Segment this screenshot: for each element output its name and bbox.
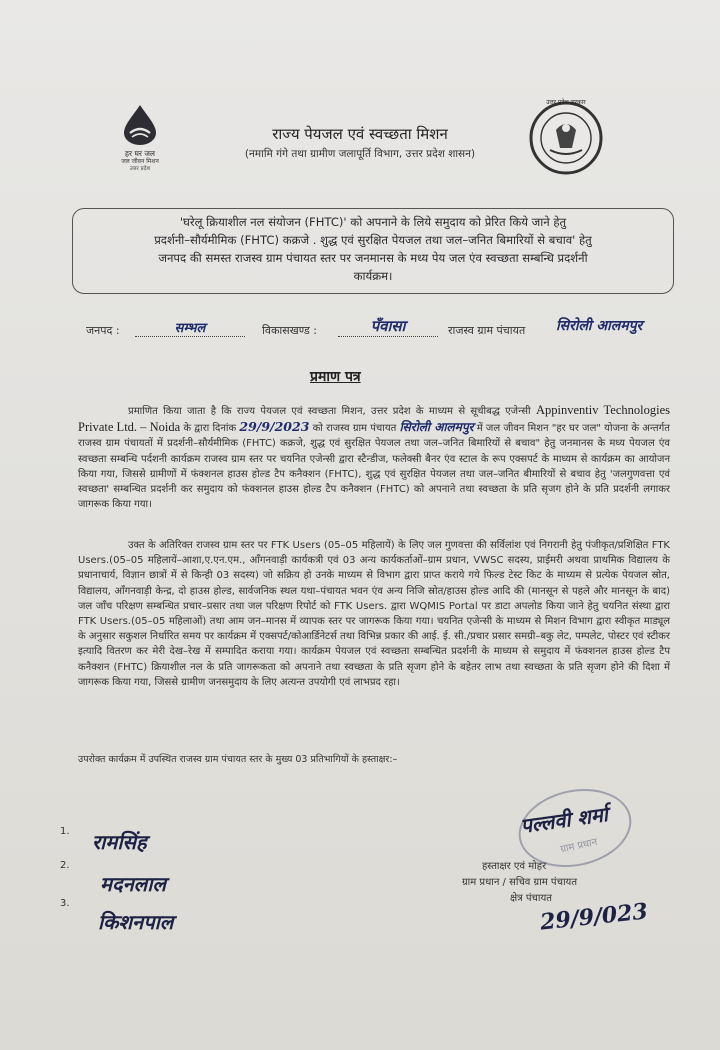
agency-name: Appinventiv Technologies Private Ltd. – Noida bbox=[78, 403, 670, 435]
pradhan-label-2: ग्राम प्रधान / सचिव ग्राम पंचायत bbox=[462, 877, 578, 888]
para2-body: उक्त के अतिरिक्त राजस्व ग्राम स्तर पर FTK Users (05–05 महिलायें) के लिए जल गुणवत्ता की सर्विलांश एवं निगरानी हेतु पंजीकृत/प्रशिक्षित FTK Users.(05–05 महिलायें–आशा,ए.एन.एम., आँगनवाड़ी कार्यकत्री एवं 03 अन्य कार्यकर्ताओं–ग्राम प्रधान, VWSC सदस्य, प्राईमरी अथवा प्राथमिक विद्यालय के प्रधानाचार्य, विज्ञान छात्रों में से किन्ही 03 सदस्य) जो सक्रिय हो उनके माध्यम से विभाग द्वारा प्राप्त कराये गये फिल्ड टेस्ट किट के माध्यम से प्रत्येक पेयजल स्रोत, विद्यालय, आँगनवाड़ी केन्द्र, दो हाउस होल्ड, सार्वजनिक स्थल यथा–पंचायत भवन एंव अन्य निजि स्रोत/हाउस होल्ड आदि की (मानसून से पहले और मानसून के बाद) जल जाँच परिक्षण सम्बन्धित प्रचार–प्रसार तथा जल परिक्षण रिपोर्ट को FTK Users. द्वारा WQMIS Portal पर डाटा अपलोड किया जाने हेतु चयनित संस्था द्वारा FTK Users.(05–05 महिलाओं) तथा आम जन–मानस में व्यापक स्तर पर जागरूक किया गया। चयनित एजेन्सी के माध्यम से मिशन विभाग द्वारा स्वीकृत माड्यूल के अनुसार सकुशल निर्धारित समय पर कार्यक्रम में एक्सपर्ट/कोआर्डिनेटर्स तथा विभिन्न प्रकार की आई. ई. सी./प्रचार प्रसार समग्री–बकु लेट, पम्पलेट, पोस्टर एवं स्टीकर इत्यादि वितरण कर मेरी देख–रेख में सम्पादित कराया गया। कार्यक्रम पेयजल एवं स्वच्छता सम्बन्धित प्रदर्शनी के माध्यम से समुदाय में फंक्शनल हाउस होल्ड टैप कनैक्शन (FHTC) क्रियाशील नल के प्रति जागरूकता को अपनाने तथा स्वच्छता के प्रति सृजग होने के बहेतर लाभ तथा स्वच्छता के प्रति सृजग होने की दिशा में जागरूक किया गया, जिससे ग्रामीण जनसमुदाय के लिए अत्यन्त उपयोगी एवं लाभप्रद रहा। bbox=[78, 540, 670, 688]
stamp-text: ग्राम प्रधान bbox=[559, 836, 599, 856]
participant-3-num: 3. bbox=[60, 898, 70, 909]
para1-body: में जल जीवन मिशन "हर घर जल" योजना के अन्तर्गत राजस्व ग्राम पंचायतों में प्रदर्शनी–सौर्यमीमिक (FHTC) कक्रजे, शुद्ध एवं सुरक्षित पेयजल तथा जल–जनित बिमारियों से बचाव" हेतु जनमानस के मध्य पेयजल एंव स्वच्छता सम्बन्धि पर्दशनी कार्यक्रम राजस्व ग्राम स्तर पर चयनित एजेन्सी द्वारा स्टैन्डीज, फलेक्सी बैनर एंव स्टाल के रूप एक्सपर्ट के माध्यम से कार्यक्रम का आयोजन किया गया, जिससे ग्रामीणों में फंक्शनल हाउस होल्ड टैप कनैक्शन (FHTC), शुद्ध एवं सुरक्षित पेयजल तथा जल–जनित बीमारियों से बचाव हेतु 'जलगुणवत्ता एवं स्वच्छता' सम्बन्धित प्रदर्शनी कर समुदाय को फंक्शनल हाउस होल्ड टैप कनैक्शन (FHTC) को अपनाने तथा स्वच्छता के प्रति सृजग होने के प्रति प्रदर्शनी लगाकर जागरूक किया गया। bbox=[78, 423, 670, 511]
certificate-paragraph-2 bbox=[78, 538, 670, 690]
up-government-seal bbox=[528, 100, 604, 176]
janpad-label: जनपद : bbox=[86, 324, 120, 337]
program-line-2: प्रदर्शनी–सौर्यमीमिक (FHTC) कक्रजे . शुद्ध एवं सुरक्षित पेयजल तथा जल–जनित बिमारियों से बचाव' हेतु bbox=[154, 233, 592, 247]
pradhan-signature: पल्लवी शर्मा bbox=[518, 801, 610, 838]
panchayat-handwritten: सिरोली आलमपुर bbox=[399, 420, 474, 435]
para1-panchayat-label: को राजस्व ग्राम पंचायत bbox=[312, 423, 397, 435]
certificate-paragraph-1 bbox=[78, 403, 670, 512]
participant-2-signature: मदनलाल bbox=[100, 872, 166, 896]
logo-line-3: उत्तर प्रदेश bbox=[129, 166, 151, 172]
water-drop-icon bbox=[120, 103, 160, 145]
para1-date-label: के द्वारा दिनांक bbox=[183, 423, 237, 435]
certificate-heading: प्रमाण पत्र bbox=[310, 369, 361, 385]
program-line-3: जनपद की समस्त राजस्व ग्राम पंचायत स्तर पर जनमानस के मध्य पेय जल एंव स्वच्छता सम्बन्धि प्रदर्शनी bbox=[158, 251, 588, 265]
para1-intro: प्रमाणित किया जाता है कि राज्य पेयजल एवं स्वच्छता मिशन, उत्तर प्रदेश के माध्यम से सूचीबद्ध एजेन्सी bbox=[128, 406, 531, 417]
program-title-box bbox=[72, 208, 674, 294]
panchayat-label: राजस्व ग्राम पंचायत bbox=[448, 324, 526, 337]
vikaskhand-value: पँवासा bbox=[338, 316, 438, 337]
mission-title: राज्य पेयजल एवं स्वच्छता मिशन bbox=[272, 125, 448, 143]
participants-intro-text: उपरोक्त कार्यक्रम में उपस्थित राजस्व ग्राम पंचायत स्तर के मुख्य 03 प्रतिभागियों के हस्ताक्षर:– bbox=[78, 754, 398, 765]
event-date: 29/9/2023 bbox=[239, 419, 310, 435]
seal-text: उत्तर प्रदेश सरकार bbox=[546, 99, 586, 106]
logo-line-2: जल जीवन मिशन bbox=[121, 158, 159, 165]
state-emblem-icon bbox=[528, 100, 604, 176]
har-ghar-jal-logo bbox=[108, 103, 172, 183]
pradhan-label-3: क्षेत्र पंचायत bbox=[510, 893, 552, 904]
participant-3-signature: किशनपाल bbox=[98, 910, 174, 934]
participant-1-signature: रामसिंह bbox=[92, 830, 147, 854]
vikaskhand-label: विकासखण्ड : bbox=[262, 324, 318, 337]
pradhan-label-1: हस्ताक्षर एवं मोहर bbox=[482, 861, 547, 872]
program-line-1: 'घरेलू क्रियाशील नल संयोजन (FHTC)' को अपनाने के लिये समुदाय को प्रेरित किये जाने हेतु bbox=[179, 215, 567, 229]
logo-line-1: हर घर जल bbox=[125, 149, 155, 158]
participants-intro bbox=[78, 752, 458, 767]
mission-subtitle: (नमामि गंगे तथा ग्रामीण जलापूर्ति विभाग, उत्तर प्रदेश शासन) bbox=[244, 148, 476, 160]
pradhan-date: 29/9/023 bbox=[538, 898, 649, 936]
panchayat-value: सिरोली आलमपुर bbox=[556, 318, 643, 334]
program-line-4: कार्यक्रम। bbox=[353, 269, 393, 283]
participant-2-num: 2. bbox=[60, 860, 70, 871]
participant-1-num: 1. bbox=[60, 826, 70, 837]
janpad-value: सम्भल bbox=[135, 318, 245, 337]
